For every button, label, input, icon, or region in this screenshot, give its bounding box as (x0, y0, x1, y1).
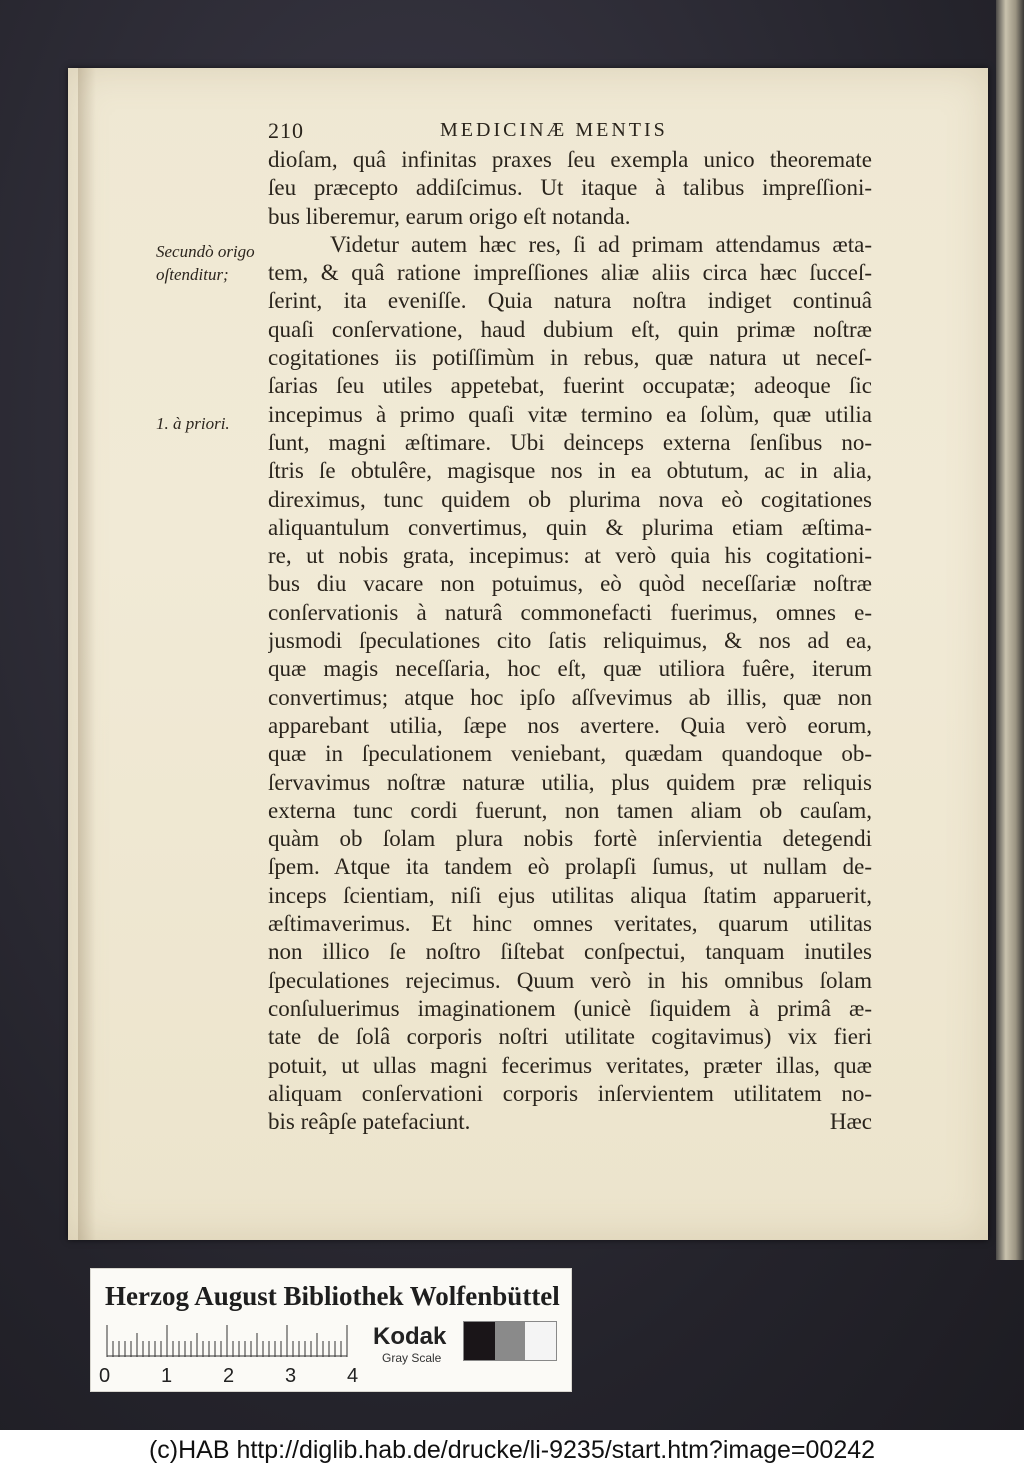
text-line: apparebant utilia, ſæpe nos avertere. Quia verò eorum, (268, 712, 872, 738)
text-line: ſarias ſeu utiles appetebat, fuerint occupatæ; adeoque ſic (268, 373, 872, 399)
text-line: non illico ſe noſtro ſiſtebat conſpectui, tanquam inutiles (268, 939, 872, 965)
page-number: 210 (268, 118, 304, 143)
text-line: bus diu vacare non potuimus, eò quòd neceſſariæ noſtræ (268, 571, 872, 597)
text-line: re, ut nobis grata, incepimus: at verò quia his cogitationi- (268, 543, 872, 569)
catchword: Hæc (829, 1109, 872, 1135)
kodak-brand: Kodak (373, 1323, 447, 1350)
text-line: conſervationis à naturâ commonefacti fuerimus, omnes e- (268, 599, 872, 625)
book-page (68, 68, 988, 1240)
ruler-scale (105, 1323, 351, 1357)
footer (0, 1430, 1024, 1470)
credit-url: (c)HAB http://diglib.hab.de/drucke/li-9235/start.htm?image=00242 (148, 1436, 876, 1464)
text-line: ſerint, ita eveniſſe. Quia natura noſtra indiget continuâ (268, 288, 872, 314)
final-text: bis reâpſe patefaciunt. (268, 1109, 471, 1135)
margin-note-3: 1. à priori. (156, 414, 230, 433)
text-line (268, 1108, 872, 1136)
margin-note-2: oſtenditur; (156, 265, 229, 284)
gray-swatch (525, 1322, 556, 1360)
text-line: ſtris ſe obtulêre, magisque nos in ea obtutum, ac in alia, (268, 458, 872, 484)
gray-scale-label: Gray Scale (382, 1351, 442, 1365)
text-line: incepimus à primo quaſi vitæ termino ea ſolùm, quæ utilia (268, 401, 872, 427)
page-header (268, 118, 948, 144)
text-line: jusmodi ſpeculationes cito ſatis reliquimus, & nos ad ea, (268, 628, 872, 654)
gray-swatches (463, 1321, 557, 1361)
text-line: direximus, tunc quidem ob plurima nova eò cogitationes (268, 486, 872, 512)
text-line: inceps ſcientiam, niſi ejus utilitas aliqua ſtatim apparuerit, (268, 882, 872, 908)
text-line: externa tunc cordi fuerunt, non tamen aliam ob cauſam, (268, 797, 872, 823)
text-line: tem, & quâ ratione impreſſiones aliæ aliis circa hæc ſucceſ- (268, 260, 872, 286)
text-line: quæ in ſpeculationem veniebant, quædam quandoque ob- (268, 741, 872, 767)
margin-note-1: Secundò origo (156, 242, 255, 261)
text-line: quàm ob ſolam plura nobis fortè inſervientia detegendi (268, 826, 872, 852)
text-line: aliquantulum convertimus, quin & plurima etiam æſtima- (268, 514, 872, 540)
text-line: bus liberemur, earum origo eſt notanda. (268, 203, 631, 229)
text-line: æſtimaverimus. Et hinc omnes veritates, quarum utilitas (268, 911, 872, 937)
ruler-number: 0 (99, 1365, 111, 1387)
text-line: ſunt, magni æſtimare. Ubi deinceps externa ſenſibus no- (268, 429, 872, 455)
text-line: dioſam, quâ infinitas praxes ſeu exempla unico theoremate (268, 147, 872, 172)
gray-swatch (464, 1322, 495, 1360)
library-name: Herzog August Bibliothek Wolfenbüttel (105, 1281, 560, 1311)
text-line: ſpem. Atque ita tandem eò prolapſi ſumus, ut nullam de- (268, 854, 872, 880)
text-line: quæ magis neceſſaria, hoc eſt, quæ utiliora fuêre, iterum (268, 656, 872, 682)
text-line: ſeu præcepto addiſcimus. Ut itaque à talibus impreſſioni- (268, 175, 872, 201)
adjacent-page-edge (996, 0, 1024, 1260)
ruler-number: 4 (347, 1365, 359, 1387)
ruler-number: 1 (161, 1365, 173, 1387)
ruler-numbers (99, 1365, 359, 1387)
text-line: cogitationes iis potiſſimùm in rebus, quæ natura ut neceſ- (268, 345, 872, 371)
text-line: tate de ſolâ corporis noſtri utilitate cogitavimus) vix fieri (268, 1024, 872, 1050)
ruler-number: 2 (223, 1365, 235, 1387)
text-line: aliquam conſervationi corporis inſervientem utilitatem no- (268, 1080, 872, 1106)
gray-swatch (495, 1322, 526, 1360)
library-color-card (90, 1268, 572, 1392)
ruler-number: 3 (285, 1365, 297, 1387)
text-line: conſuluerimus imaginationem (unicè ſiquidem à primâ æ- (268, 995, 872, 1021)
text-line: convertimus; atque hoc ipſo aſſvevimus ab illis, quæ non (268, 684, 872, 710)
text-line: ſpeculationes rejecimus. Quum verò in his omnibus ſolam (268, 967, 872, 993)
text-line: quaſi conſervatione, haud dubium eſt, quin primæ noſtræ (268, 316, 872, 342)
text-line: Videtur autem hæc res, ſi ad primam attendamus æta- (330, 231, 872, 257)
running-title: MEDICINÆ MENTIS (440, 119, 668, 141)
text-line: potuit, ut ullas magni fecerimus veritates, præter illas, quæ (268, 1052, 872, 1078)
text-line: ſervavimus noſtræ naturæ utilia, plus quidem præ reliquis (268, 769, 872, 795)
body-text (268, 146, 872, 1136)
